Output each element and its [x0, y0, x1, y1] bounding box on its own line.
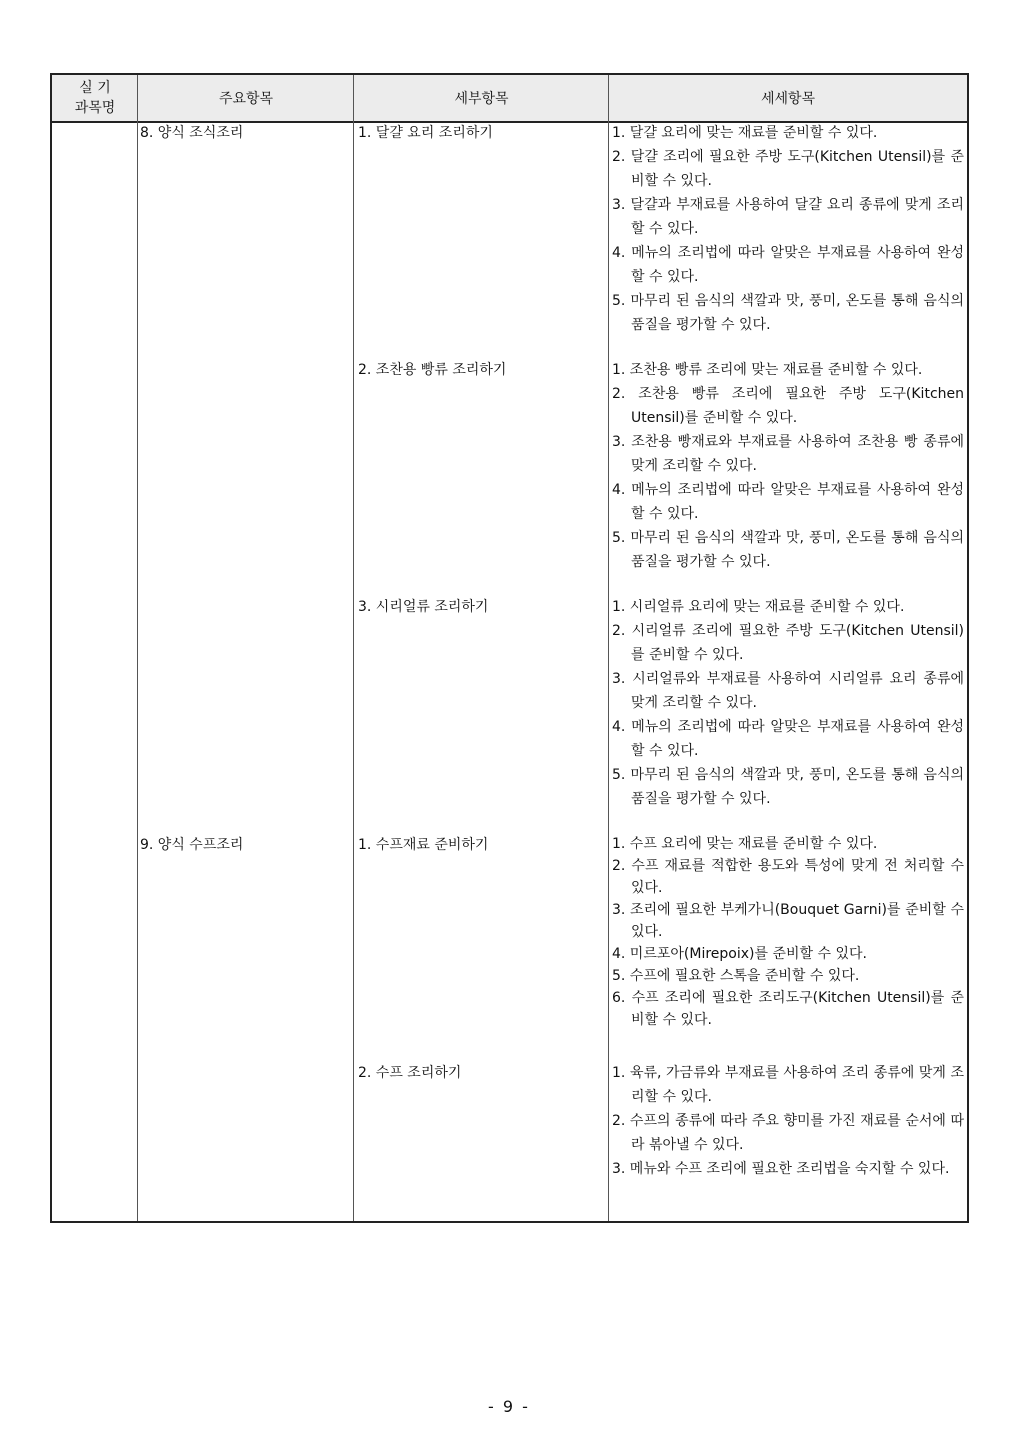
detail-item: 3. 달걀과 부재료를 사용하여 달걀 요리 종류에 맞게 조리할 수 있다.: [612, 197, 964, 237]
detail-list-bread: [612, 358, 964, 574]
detail-item: 3. 조리에 필요한 부케가니(Bouquet Garni)를 준비할 수 있다.: [612, 902, 964, 940]
detail-item: 5. 마무리 된 음식의 색깔과 맛, 풍미, 온도를 통해 음식의 품질을 평가할 수 있다.: [612, 293, 964, 333]
header-main-item: 주요항목: [218, 91, 274, 107]
detail-item: 3. 시리얼류와 부재료를 사용하여 시리얼류 요리 종류에 맞게 조리할 수 있다.: [612, 671, 964, 711]
detail-item: 5. 마무리 된 음식의 색깔과 맛, 풍미, 온도를 통해 음식의 품질을 평가할 수 있다.: [612, 530, 964, 570]
sub-item-cereal: 3. 시리얼류 조리하기: [358, 599, 489, 615]
sub-item-soup-prep: 1. 수프재료 준비하기: [358, 837, 489, 853]
detail-item: 1. 시리얼류 요리에 맞는 재료를 준비할 수 있다.: [612, 599, 905, 615]
detail-item: 1. 육류, 가금류와 부재료를 사용하여 조리 종류에 맞게 조리할 수 있다.: [612, 1065, 964, 1105]
detail-item: 1. 달걀 요리에 맞는 재료를 준비할 수 있다.: [612, 125, 878, 141]
detail-list-soup-prep: [612, 833, 964, 1031]
detail-list-cereal: [612, 595, 964, 811]
detail-item: 1. 수프 요리에 맞는 재료를 준비할 수 있다.: [612, 836, 878, 852]
detail-list-soup-cook: [612, 1061, 964, 1181]
detail-item: 2. 수프 재료를 적합한 용도와 특성에 맞게 전 처리할 수 있다.: [612, 858, 964, 896]
detail-list-egg: [612, 121, 964, 337]
header-sub-item: 세부항목: [454, 91, 509, 107]
detail-item: 4. 미르포아(Mirepoix)를 준비할 수 있다.: [612, 946, 867, 962]
header-subject: [52, 75, 138, 121]
column-divider: [353, 75, 354, 1221]
syllabus-table: [50, 73, 969, 1223]
header-subject-line1: 실 기: [79, 80, 111, 96]
detail-item: 4. 메뉴의 조리법에 따라 알맞은 부재료를 사용하여 완성 할 수 있다.: [612, 245, 964, 285]
detail-item: 2. 조찬용 빵류 조리에 필요한 주방 도구(Kitchen Utensil)를 준비할 수 있다.: [612, 386, 964, 426]
column-divider: [137, 75, 138, 1221]
detail-item: 2. 시리얼류 조리에 필요한 주방 도구(Kitchen Utensil)를 준비할 수 있다.: [612, 623, 964, 663]
header-subject-line2: 과목명: [74, 100, 116, 116]
sub-item-soup-cook: 2. 수프 조리하기: [358, 1065, 462, 1081]
column-divider: [608, 75, 609, 1221]
detail-item: 1. 조찬용 빵류 조리에 맞는 재료를 준비할 수 있다.: [612, 362, 923, 378]
detail-item: 6. 수프 조리에 필요한 조리도구(Kitchen Utensil)를 준비할 수 있다.: [612, 990, 964, 1028]
sub-item-bread: 2. 조찬용 빵류 조리하기: [358, 362, 507, 378]
detail-item: 5. 마무리 된 음식의 색깔과 맛, 풍미, 온도를 통해 음식의 품질을 평가할 수 있다.: [612, 767, 964, 807]
detail-item: 5. 수프에 필요한 스톡을 준비할 수 있다.: [612, 968, 860, 984]
page-number: - 9 -: [488, 1397, 530, 1416]
detail-item: 2. 달걀 조리에 필요한 주방 도구(Kitchen Utensil)를 준비할 수 있다.: [612, 149, 964, 189]
table-header-row: [52, 75, 967, 123]
detail-item: 3. 메뉴와 수프 조리에 필요한 조리법을 숙지할 수 있다.: [612, 1161, 950, 1177]
header-detail-item: 세세항목: [760, 91, 816, 107]
detail-item: 4. 메뉴의 조리법에 따라 알맞은 부재료를 사용하여 완성 할 수 있다.: [612, 482, 964, 522]
sub-item-egg: 1. 달걀 요리 조리하기: [358, 125, 493, 141]
main-item-breakfast: 8. 양식 조식조리: [140, 125, 244, 141]
main-item-soup: 9. 양식 수프조리: [140, 837, 244, 853]
detail-item: 3. 조찬용 빵재료와 부재료를 사용하여 조찬용 빵 종류에 맞게 조리할 수 있다.: [612, 434, 964, 474]
detail-item: 2. 수프의 종류에 따라 주요 향미를 가진 재료를 순서에 따라 볶아낼 수 있다.: [612, 1113, 964, 1153]
detail-item: 4. 메뉴의 조리법에 따라 알맞은 부재료를 사용하여 완성 할 수 있다.: [612, 719, 964, 759]
